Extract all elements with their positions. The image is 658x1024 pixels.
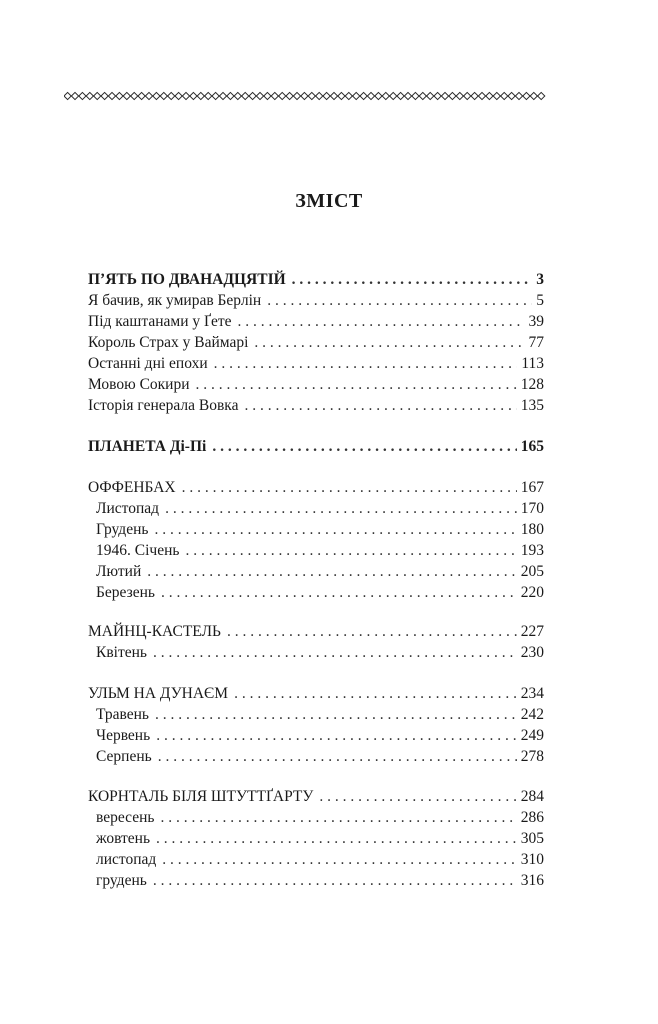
toc-page-number: 165	[520, 438, 544, 455]
toc-page-number: 220	[520, 584, 544, 601]
toc-page-number: 3	[536, 271, 544, 288]
toc-leader-dots	[165, 499, 517, 519]
toc-leader-dots	[158, 747, 517, 767]
toc-page-number: 170	[520, 500, 544, 517]
toc-leader-dots	[162, 850, 516, 870]
toc-page-number: 167	[520, 479, 544, 496]
toc-leader-dots	[156, 726, 517, 746]
toc-leader-dots	[319, 787, 516, 807]
toc-entry-title: 1946. Січень	[96, 542, 180, 559]
toc-subentry	[96, 747, 544, 767]
toc-page-number: 205	[520, 563, 544, 580]
toc-entry-title: УЛЬМ НА ДУНАЄМ	[88, 685, 229, 702]
toc-entry-title: Король Страх у Ваймарі	[88, 334, 249, 351]
toc-entry-title: листопад	[96, 851, 157, 868]
toc-leader-dots	[155, 705, 517, 725]
toc-entry-title: Березень	[96, 584, 155, 601]
toc-subentry	[96, 643, 544, 663]
toc-leader-dots	[182, 478, 517, 498]
toc-entry	[88, 396, 544, 416]
toc-entry-title: Травень	[96, 706, 149, 723]
toc-leader-dots	[238, 312, 525, 332]
toc-entry-title: Лютий	[96, 563, 142, 580]
ornament-divider	[64, 90, 546, 102]
toc-leader-dots	[160, 808, 516, 828]
toc-entry	[88, 333, 544, 353]
toc-page-number: 77	[528, 334, 544, 351]
toc-page-number: 286	[520, 809, 544, 826]
toc-leader-dots	[156, 829, 517, 849]
toc-leader-dots	[254, 333, 524, 353]
toc-leader-dots	[227, 622, 517, 642]
toc-entry-title: Останні дні епохи	[88, 355, 208, 372]
toc-leader-dots	[244, 396, 516, 416]
toc-page-number: 249	[520, 727, 544, 744]
toc-entry-title: Червень	[96, 727, 151, 744]
toc-entry-title: грудень	[96, 872, 147, 889]
toc-page-number: 227	[520, 623, 544, 640]
toc-page-number: 180	[520, 521, 544, 538]
toc-leader-dots	[161, 583, 517, 603]
toc-page-number: 310	[520, 851, 544, 868]
toc-leader-dots	[234, 684, 517, 704]
toc-subentry	[96, 705, 544, 725]
toc-entry	[88, 354, 544, 374]
toc-subentry	[96, 829, 544, 849]
toc-leader-dots	[196, 375, 517, 395]
toc-entry	[88, 312, 544, 332]
toc-subentry	[96, 520, 544, 540]
toc-section-heading	[88, 622, 544, 642]
toc-entry-title: Грудень	[96, 521, 149, 538]
toc-section-heading	[88, 478, 544, 498]
toc-entry-title: Квітень	[96, 644, 147, 661]
toc-leader-dots	[153, 643, 517, 663]
toc-page-number: 193	[520, 542, 544, 559]
toc-entry-title: Серпень	[96, 748, 152, 765]
toc-entry-title: Історія генерала Вовка	[88, 397, 239, 414]
toc-entry-title: ОФФЕНБАХ	[88, 479, 176, 496]
toc-entry-title: жовтень	[96, 830, 151, 847]
toc-page-number: 284	[520, 788, 544, 805]
toc-leader-dots	[214, 354, 518, 374]
toc-entry	[88, 291, 544, 311]
toc-page-number: 242	[520, 706, 544, 723]
toc-leader-dots	[212, 437, 516, 457]
page-title: ЗМІСТ	[295, 190, 363, 212]
toc-leader-dots	[147, 562, 516, 582]
toc-subentry	[96, 562, 544, 582]
toc-entry-title: МАЙНЦ-КАСТЕЛЬ	[88, 623, 221, 640]
toc-entry-title: вересень	[96, 809, 155, 826]
toc-leader-dots	[267, 291, 532, 311]
toc-entry-title: Листопад	[96, 500, 160, 517]
toc-page-number: 316	[520, 872, 544, 889]
toc-part-heading	[88, 437, 544, 457]
toc-entry-title: П’ЯТЬ ПО ДВАНАДЦЯТІЙ	[88, 271, 286, 288]
toc-leader-dots	[153, 871, 517, 891]
toc-page-number: 135	[520, 397, 544, 414]
toc-subentry	[96, 850, 544, 870]
toc-part-heading	[88, 270, 544, 290]
toc-page-number: 128	[520, 376, 544, 393]
toc-leader-dots	[292, 270, 533, 290]
toc-page-number: 39	[528, 313, 544, 330]
toc-subentry	[96, 808, 544, 828]
toc-entry-title: ПЛАНЕТА Ді-Пі	[88, 438, 207, 455]
toc-leader-dots	[154, 520, 516, 540]
toc-section-heading	[88, 684, 544, 704]
toc-leader-dots	[185, 541, 516, 561]
toc-subentry	[96, 726, 544, 746]
toc-page-number: 230	[520, 644, 544, 661]
toc-entry-title: КОРНТАЛЬ БІЛЯ ШТУТТҐАРТУ	[88, 788, 314, 805]
toc-section-heading	[88, 787, 544, 807]
toc-subentry	[96, 871, 544, 891]
toc-page-number: 305	[520, 830, 544, 847]
toc-page-number: 234	[520, 685, 544, 702]
toc-subentry	[96, 541, 544, 561]
toc-page-number: 113	[521, 355, 544, 372]
toc-page-number: 5	[536, 292, 544, 309]
toc-subentry	[96, 583, 544, 603]
toc-subentry	[96, 499, 544, 519]
toc-entry-title: Я бачив, як умирав Берлін	[88, 292, 262, 309]
toc-entry	[88, 375, 544, 395]
toc-page-number: 278	[520, 748, 544, 765]
toc-entry-title: Мовою Сокири	[88, 376, 190, 393]
toc-entry-title: Під каштанами у Ґете	[88, 313, 232, 330]
